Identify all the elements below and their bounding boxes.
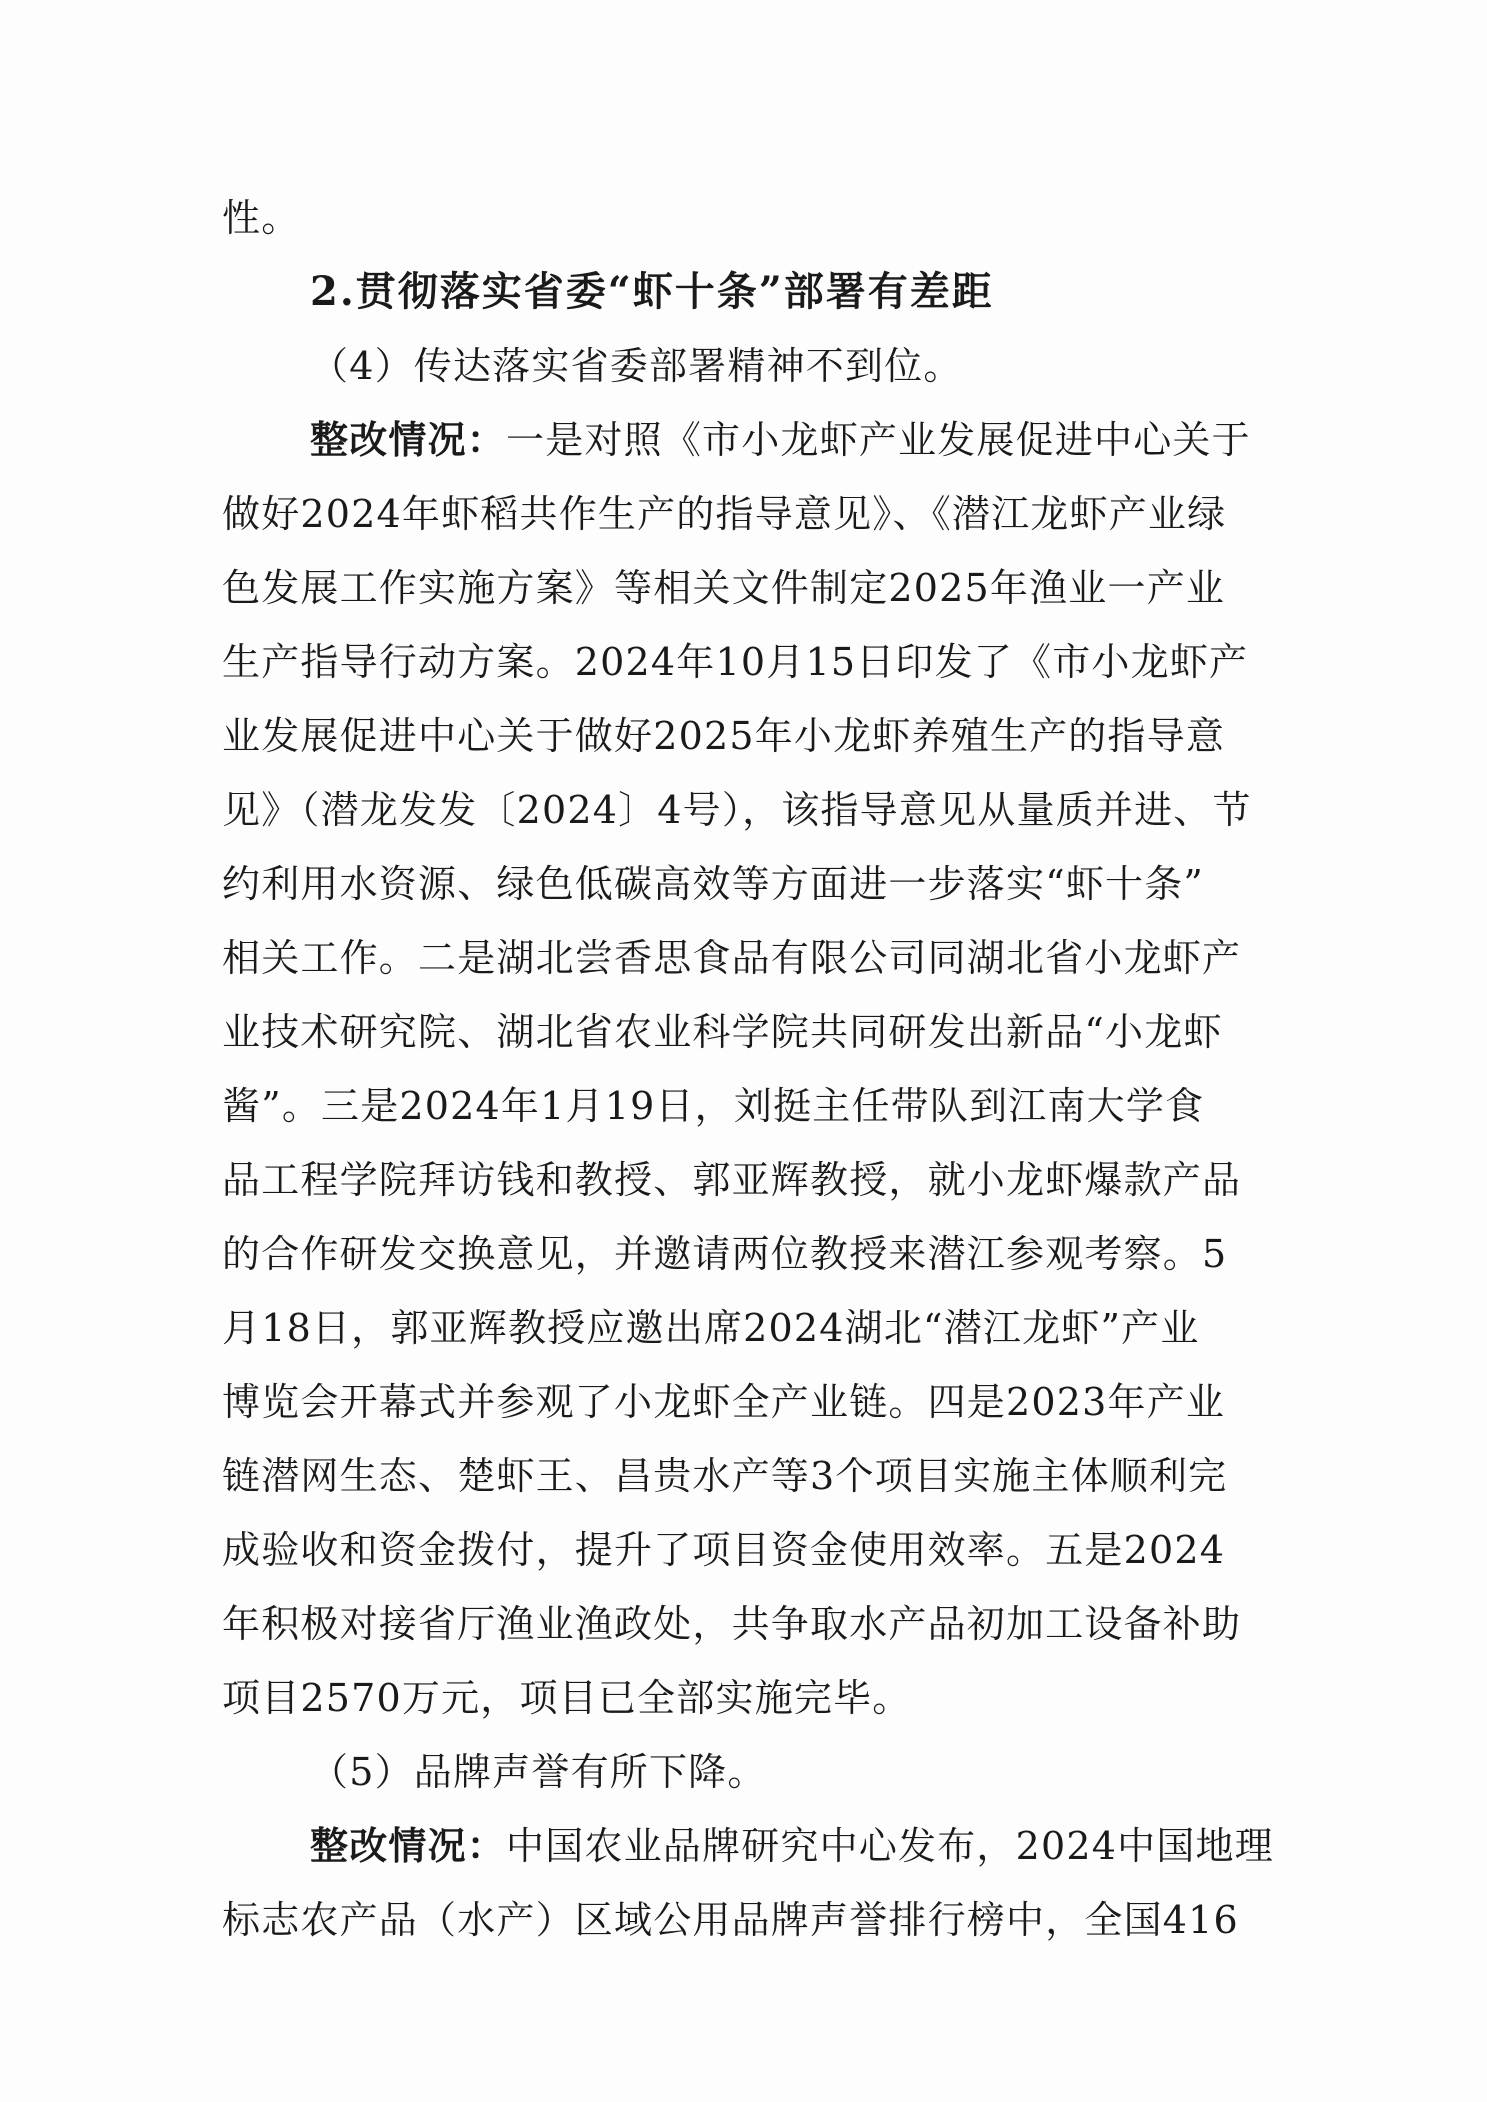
rectification-paragraph-start [310, 418, 1251, 462]
text-line [222, 1158, 1241, 1202]
text-line [222, 862, 1204, 906]
text-line [222, 1898, 1239, 1942]
issue-text: （4）传达落实省委部署精神不到位。 [310, 344, 963, 388]
line-text: 业技术研究院、湖北省农业科学院共同研发出新品“小龙虾 [222, 1010, 1223, 1054]
issue-text: （5）品牌声誉有所下降。 [310, 1750, 767, 1794]
text-line [222, 1084, 1204, 1128]
text-line [222, 640, 1248, 684]
text-line [222, 1602, 1241, 1646]
section-heading [310, 270, 994, 314]
line-text: 中国农业品牌研究中心发布，2024中国地理 [506, 1824, 1274, 1868]
text-line [222, 1676, 912, 1720]
text-line [222, 1306, 1200, 1350]
line-text: 约利用水资源、绿色低碳高效等方面进一步落实“虾十条” [222, 862, 1205, 906]
text-line [222, 1528, 1225, 1572]
text-line [222, 1380, 1225, 1424]
issue-item [310, 1750, 767, 1794]
line-text: 品工程学院拜访钱和教授、郭亚辉教授，就小龙虾爆款产品 [222, 1158, 1242, 1202]
issue-item [310, 344, 963, 388]
line-text: 年积极对接省厅渔业渔政处，共争取水产品初加工设备补助 [222, 1602, 1242, 1646]
text-line [222, 1454, 1227, 1498]
line-text: 酱”。三是2024年1月19日，刘挺主任带队到江南大学食 [222, 1084, 1205, 1128]
line-text: 项目2570万元，项目已全部实施完毕。 [222, 1676, 912, 1720]
rectification-label: 整改情况： [310, 417, 507, 462]
text-line [222, 492, 1226, 536]
text-line [222, 1010, 1223, 1054]
line-text: 的合作研发交换意见，并邀请两位教授来潜江参观考察。5 [222, 1232, 1228, 1276]
line-text: 链潜网生态、楚虾王、昌贵水产等3个项目实施主体顺利完 [222, 1454, 1228, 1498]
line-text: 业发展促进中心关于做好2025年小龙虾养殖生产的指导意 [222, 714, 1226, 758]
line-text: 成验收和资金拨付，提升了项目资金使用效率。五是2024 [222, 1528, 1226, 1572]
line-text: 一是对照《市小龙虾产业发展促进中心关于 [506, 418, 1251, 462]
line-text: 博览会开幕式并参观了小龙虾全产业链。四是2023年产业 [222, 1380, 1226, 1424]
line-text: 月18日，郭亚辉教授应邀出席2024湖北“潜江龙虾”产业 [222, 1306, 1200, 1350]
line-text: 性。 [222, 196, 301, 240]
text-line [222, 936, 1241, 980]
line-text: 相关工作。二是湖北尝香思食品有限公司同湖北省小龙虾产 [222, 936, 1242, 980]
line-text: 生产指导行动方案。2024年10月15日印发了《市小龙虾产 [222, 640, 1249, 684]
line-text: 标志农产品（水产）区域公用品牌声誉排行榜中，全国416 [222, 1898, 1239, 1942]
line-text: 见》（潜龙发发〔2024〕4号），该指导意见从量质并进、节 [222, 788, 1252, 832]
text-line [222, 714, 1225, 758]
text-line [222, 566, 1225, 610]
text-line [222, 196, 300, 240]
line-text: 色发展工作实施方案》等相关文件制定2025年渔业一产业 [222, 566, 1226, 610]
text-line [222, 1232, 1227, 1276]
rectification-label: 整改情况： [310, 1823, 507, 1868]
heading-text: 2.贯彻落实省委“虾十条”部署有差距 [310, 268, 994, 315]
rectification-paragraph-start [310, 1824, 1274, 1868]
line-text: 做好2024年虾稻共作生产的指导意见》、《潜江龙虾产业绿 [222, 492, 1227, 536]
text-line [222, 788, 1252, 832]
